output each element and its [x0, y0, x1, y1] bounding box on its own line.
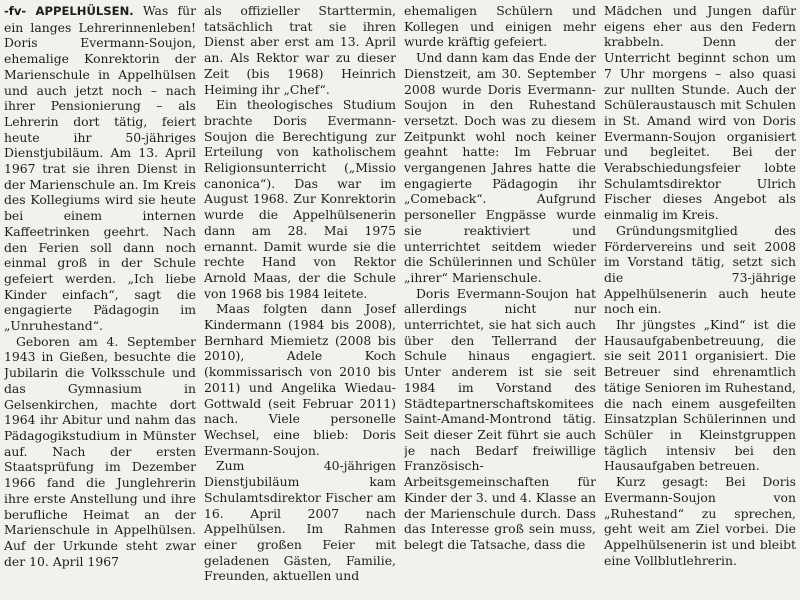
article-paragraph: Doris Evermann-Soujon hat allerdings nicht nur unterrichtet, sie hat sich auch über den Tellerrand der Schule hinaus engagiert. Unter anderem ist sie seit 1984 im Vorstand des Städtepartnerschaftskomitees Saint-Amand-Montrond tätig. Seit dieser Zeit führt sie auch je nach Bedarf freiwillige Französisch-Arbeitsgemeinschaften für Kinder der 3. und 4. Klasse an der Marienschule durch. Dass das Interesse groß sein muss, belegt die Tatsache, dass die [404, 285, 596, 552]
article-column-2 [204, 3, 396, 600]
article-paragraph: Kurz gesagt: Bei Doris Evermann-Soujon von „Ruhestand“ zu sprechen, geht weit am Ziel vorbei. Die Appelhülsenerin ist und bleibt eine Vollblutlehrerin. [604, 474, 796, 568]
paragraph-text: Was für ein langes Lehrerinnenleben! Doris Evermann-Soujon, ehemalige Konrektorin der Marienschule in Appelhülsen und auch jetzt noch – nach ihrer Pensionierung – als Lehrerin dort tätig, feiert heute ihr 50-jähriges Dienstjubiläum. Am 13. April 1967 trat sie ihren Dienst in der Marienschule an. Im Kreis des Kollegiums wird sie heute bei einem internen Kaffeetrinken geehrt. Nach den Ferien soll dann noch einmal groß in der Schule gefeiert werden. „Ich liebe Kinder einfach“, sagt die engagierte Pädagogin im „Unruhestand“. [4, 3, 196, 334]
article-paragraph: Mädchen und Jungen dafür eigens eher aus den Federn krabbeln. Denn der Unterricht beginnt schon um 7 Uhr morgens – also quasi zur nullten Stunde. Auch der Schüleraustausch mit Schulen in St. Amand wird von Doris Evermann-Soujon organisiert und begleitet. Bei der Verabschiedungsfeier lobte Schulamtsdirektor Ulrich Fischer dieses Angebot als einmalig im Kreis. [604, 3, 796, 223]
dateline: -fv- APPELHÜLSEN. [4, 4, 134, 18]
article-paragraph: Ein theologisches Studium brachte Doris Evermann-Soujon die Berechtigung zur Erteilung von katholischem Religionsunterricht („Missio canonica“). Das war im August 1968. Zur Konrektorin wurde die Appelhülsenerin dann am 28. Mai 1975 ernannt. Damit wurde sie die rechte Hand von Rektor Arnold Maas, der die Schule von 1968 bis 1984 leitete. [204, 97, 396, 301]
article-column-3 [404, 3, 596, 600]
article-column-1 [4, 3, 196, 600]
article-paragraph: Ihr jüngstes „Kind“ ist die Hausaufgabenbetreuung, die sie seit 2011 organisiert. Die Betreuer sind ehrenamtlich tätige Senioren im Ruhestand, die nach einem ausgefeilten Einsatzplan Schülerinnen und Schüler in Kleinstgruppen täglich intensiv bei den Hausaufgaben betreuen. [604, 317, 796, 474]
article-paragraph: Geboren am 4. September 1943 in Gießen, besuchte die Jubilarin die Volksschule und das Gymnasium in Gelsenkirchen, machte dort 1964 ihr Abitur und nahm das Pädagogikstudium in Münster auf. Nach der ersten Staatsprüfung im Dezember 1966 fand die Junglehrerin ihre erste Anstellung und ihre berufliche Heimat an der Marienschule in Appelhülsen. Auf der Urkunde steht zwar der 10. April 1967 [4, 333, 196, 569]
article-paragraph: Und dann kam das Ende der Dienstzeit, am 30. September 2008 wurde Doris Evermann-Soujon in den Ruhestand versetzt. Doch was zu diesem Zeitpunkt wohl noch keiner geahnt hatte: Im Februar vergangenen Jahres hatte die engagierte Pädagogin ihr „Comeback“. Aufgrund personeller Engpässe wurde sie reaktiviert und unterrichtet seitdem wieder die Schülerinnen und Schüler „ihrer“ Marienschule. [404, 50, 596, 285]
article-paragraph: als offizieller Starttermin, tatsächlich trat sie ihren Dienst aber erst am 13. April an. Als Rektor war zu dieser Zeit (bis 1968) Heinrich Heiming ihr „Chef“. [204, 3, 396, 97]
article-paragraph: Zum 40-jährigen Dienstjubiläum kam Schulamtsdirektor Fischer am 16. April 2007 nach Appelhülsen. Im Rahmen einer großen Feier mit geladenen Gästen, Familie, Freunden, aktuellen und [204, 458, 396, 584]
article-paragraph [4, 3, 196, 334]
article-paragraph: ehemaligen Schülern und Kollegen und einigen mehr wurde kräftig gefeiert. [404, 3, 596, 50]
article-column-4 [604, 3, 796, 600]
article-paragraph: Maas folgten dann Josef Kindermann (1984 bis 2008), Bernhard Miemietz (2008 bis 2010), Adele Koch (kommissarisch von 2010 bis 2011) und Angelika Wiedau-Gottwald (seit Februar 2011) nach. Viele personelle Wechsel, eine blieb: Doris Evermann-Soujon. [204, 301, 396, 458]
article-paragraph: Gründungsmitglied des Fördervereins und seit 2008 im Vorstand tätig, setzt sich die 73-jährige Appelhülsenerin auch heute noch ein. [604, 222, 796, 317]
